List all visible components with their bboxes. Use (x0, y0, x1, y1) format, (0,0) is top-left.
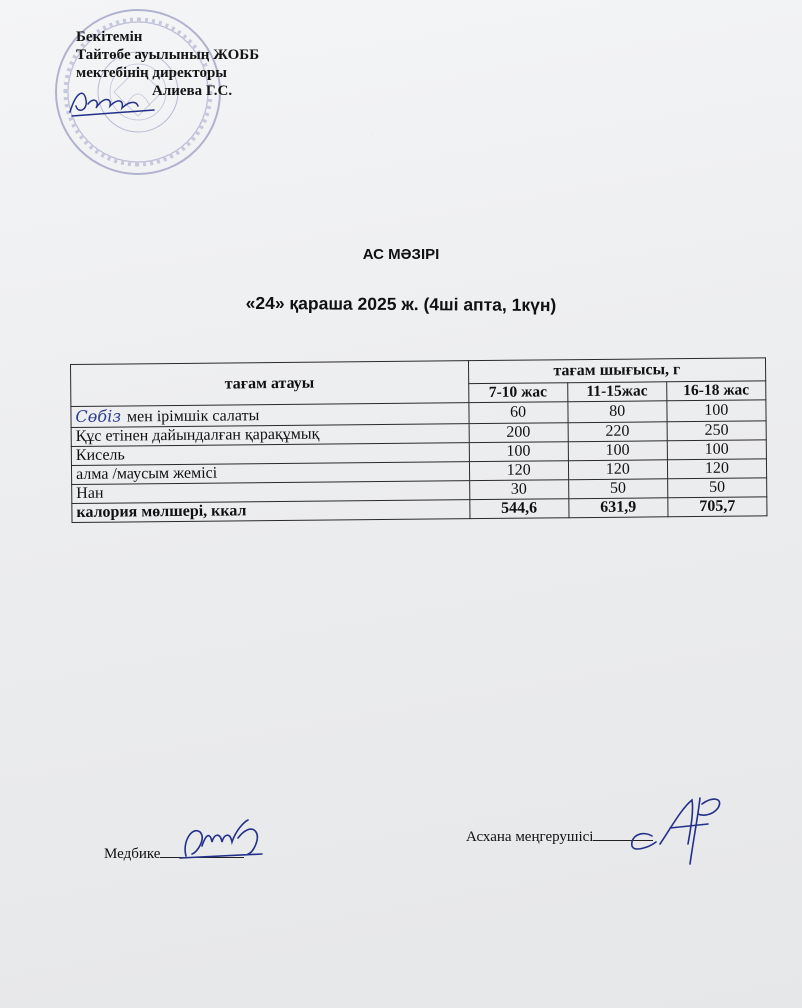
dish-name: алма /маусым жемісі (71, 462, 469, 485)
approval-line-2: Тайтөбе ауылының ЖОББ (76, 47, 260, 63)
dish-name: Кисель (71, 443, 469, 466)
canteen-manager-signature (612, 792, 736, 866)
portion-value: 100 (469, 442, 568, 462)
dish-name: Сөбіз мен ірімшік салаты (71, 403, 469, 428)
portion-value: 250 (667, 421, 766, 441)
calorie-value: 705,7 (668, 497, 767, 517)
faint-bleed-text: · (370, 128, 374, 142)
dish-name: Нан (72, 481, 470, 504)
document-title: АС МӘЗІРІ (362, 246, 440, 263)
handwritten-correction: Сөбіз (75, 406, 122, 426)
director-signature (66, 84, 158, 120)
nurse-label: Медбике (104, 846, 161, 862)
nurse-signature (178, 812, 270, 864)
portion-value: 120 (667, 459, 766, 479)
approval-line-3: мектебінің директоры (76, 65, 228, 81)
age-group-1: 7-10 жас (468, 383, 567, 403)
portion-value: 220 (568, 422, 667, 442)
director-name: Алиева Г.С. (152, 83, 233, 99)
age-group-2: 11-15жас (567, 382, 666, 402)
menu-table (70, 357, 767, 523)
portion-value: 100 (667, 400, 766, 422)
header-portion-output: тағам шығысы, г (468, 358, 766, 384)
portion-value: 120 (568, 460, 667, 480)
header-dish-name: тағам атауы (71, 361, 469, 407)
portion-value: 100 (568, 441, 667, 461)
calorie-label: калория мөлшері, ккал (72, 500, 470, 523)
portion-value: 30 (469, 480, 568, 500)
canteen-label: Асхана меңгерушісі (466, 829, 594, 845)
portion-value: 120 (469, 461, 568, 481)
age-group-3: 16-18 жас (667, 381, 766, 401)
dish-name: Құс етінен дайындалған қарақұмық (71, 424, 469, 447)
portion-value: 60 (468, 402, 567, 424)
portion-value: 100 (667, 440, 766, 460)
calorie-value: 631,9 (569, 498, 668, 518)
portion-value: 80 (568, 401, 667, 423)
portion-value: 50 (568, 479, 667, 499)
portion-value: 50 (667, 478, 766, 498)
calorie-value: 544,6 (469, 499, 568, 519)
portion-value: 200 (469, 423, 568, 443)
document-subtitle: «24» қараша 2025 ж. (4ші апта, 1күн) (245, 292, 557, 316)
approval-line-1: Бекітемін (76, 29, 143, 45)
